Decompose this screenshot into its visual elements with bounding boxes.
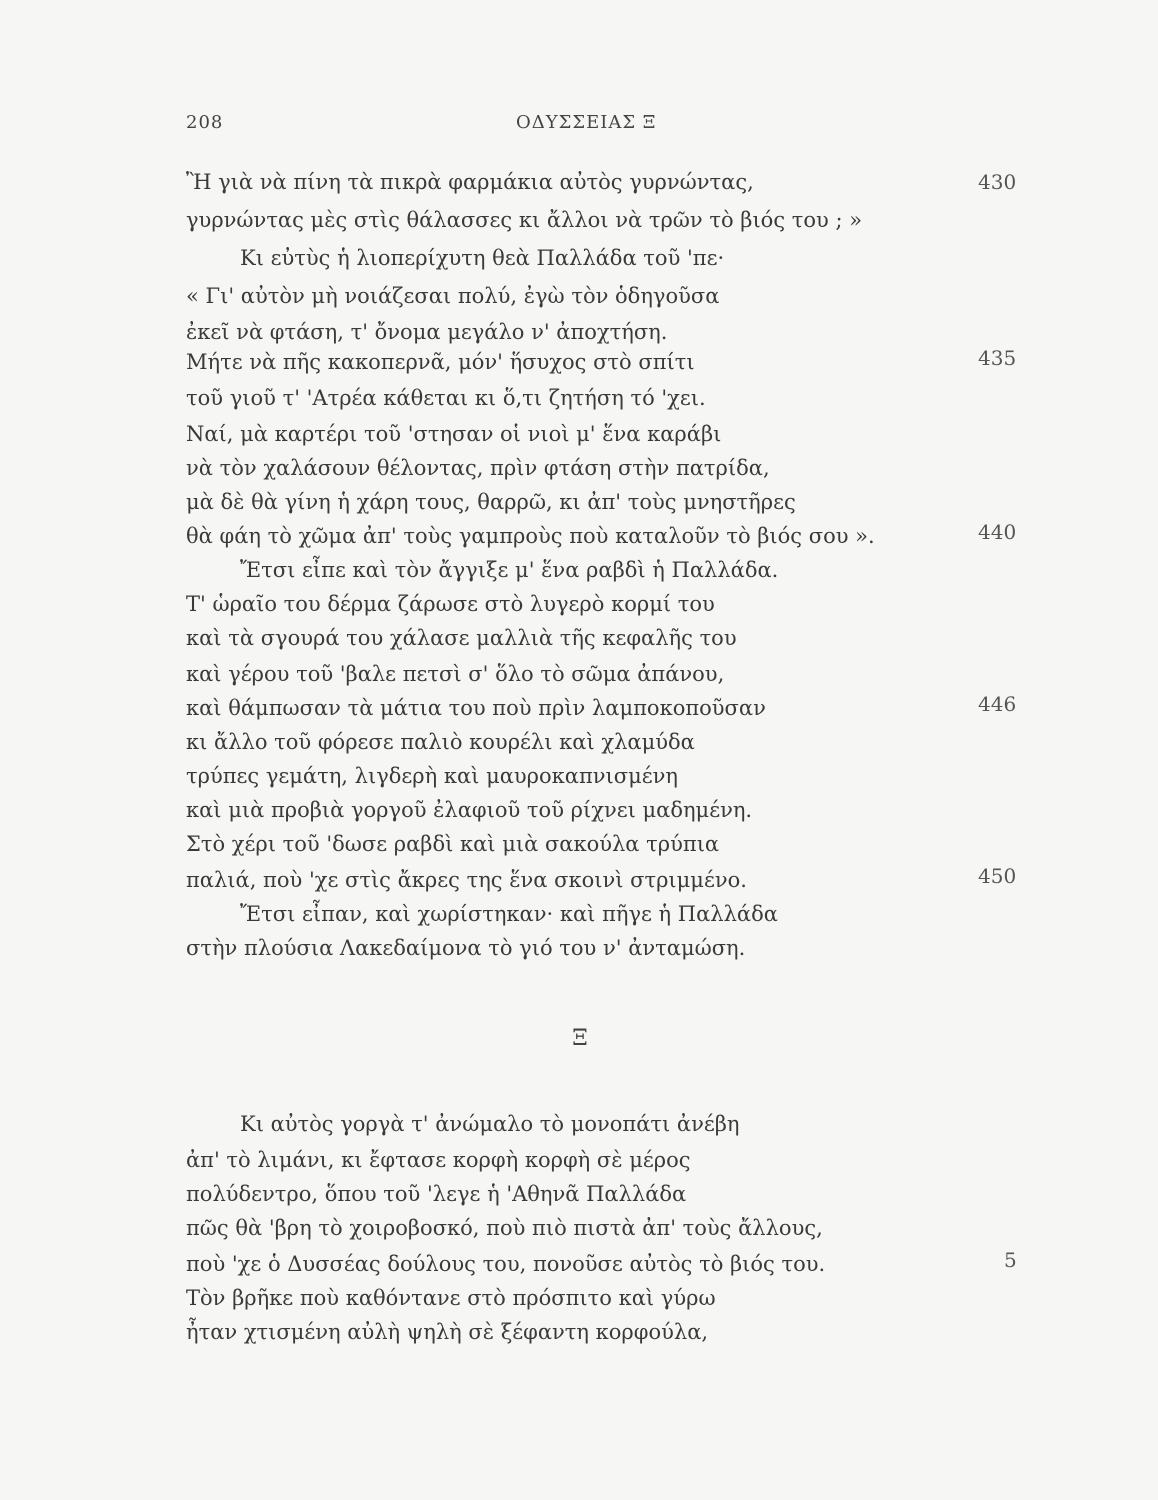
- verse-line: Μήτε νὰ πῆς κακοπερνᾶ, μόν' ἥσυχος στὸ σπίτι: [186, 350, 695, 374]
- line-number: 5: [1004, 1248, 1017, 1272]
- verse-line: Ἔτσι εἶπε καὶ τὸν ἄγγιξε μ' ἕνα ραβδὶ ἡ Παλλάδα.: [240, 558, 779, 582]
- verse-line: θὰ φάη τὸ χῶμα ἀπ' τοὺς γαμπροὺς ποὺ καταλοῦν τὸ βιός σου ».: [186, 524, 875, 548]
- verse-line: Κι αὐτὸς γοργὰ τ' ἀνώμαλο τὸ μονοπάτι ἀνέβη: [240, 1112, 740, 1136]
- verse-line: παλιά, ποὺ 'χε στὶς ἄκρες της ἕνα σκοινὶ στριμμένο.: [186, 868, 747, 892]
- verse-line: τοῦ γιοῦ τ' 'Ατρέα κάθεται κι ὅ,τι ζητήση τό 'χει.: [186, 386, 706, 410]
- verse-line: Ναί, μὰ καρτέρι τοῦ 'στησαν οἱ νιοὶ μ' ἕνα καράβι: [186, 422, 722, 446]
- section-heading: Ξ: [572, 1026, 588, 1051]
- page-number: 208: [186, 112, 224, 133]
- verse-line: μὰ δὲ θὰ γίνη ἡ χάρη τους, θαρρῶ, κι ἀπ' τοὺς μνηστῆρες: [186, 490, 796, 514]
- line-number: 440: [978, 520, 1017, 544]
- verse-line: καὶ γέρου τοῦ 'βαλε πετσὶ σ' ὅλο τὸ σῶμα ἀπάνου,: [186, 662, 725, 686]
- verse-line: Τ' ὡραῖο του δέρμα ζάρωσε στὸ λυγερὸ κορμί του: [186, 592, 715, 616]
- verse-line: Κι εὐτὺς ἡ λιοπερίχυτη θεὰ Παλλάδα τοῦ 'πε·: [240, 246, 725, 270]
- verse-line: πολύδεντρο, ὅπου τοῦ 'λεγε ἡ 'Αθηνᾶ Παλλάδα: [186, 1182, 687, 1206]
- verse-line: κι ἄλλο τοῦ φόρεσε παλιὸ κουρέλι καὶ χλαμύδα: [186, 730, 695, 754]
- verse-line: καὶ θάμπωσαν τὰ μάτια του ποὺ πρὶν λαμποκοποῦσαν: [186, 696, 766, 720]
- verse-line: ἀπ' τὸ λιμάνι, κι ἔφτασε κορφὴ κορφὴ σὲ μέρος: [186, 1148, 691, 1172]
- verse-line: πῶς θὰ 'βρη τὸ χοιροβοσκό, ποὺ πιὸ πιστὰ ἀπ' τοὺς ἄλλους,: [186, 1216, 823, 1240]
- line-number: 430: [978, 170, 1017, 194]
- page-header: [186, 112, 746, 142]
- verse-line: Ἔτσι εἶπαν, καὶ χωρίστηκαν· καὶ πῆγε ἡ Παλλάδα: [240, 902, 778, 926]
- verse-line: νὰ τὸν χαλάσουν θέλοντας, πρὶν φτάση στὴν πατρίδα,: [186, 456, 770, 480]
- verse-line: Τὸν βρῆκε ποὺ καθόντανε στὸ πρόσπιτο καὶ γύρω: [186, 1286, 716, 1310]
- line-number: 446: [978, 692, 1017, 716]
- verse-line: ἦταν χτισμένη αὐλὴ ψηλὴ σὲ ξέφαντη κορφούλα,: [186, 1320, 709, 1344]
- verse-line: Ἢ γιὰ νὰ πίνη τὰ πικρὰ φαρμάκια αὐτὸς γυρνώντας,: [186, 170, 754, 194]
- verse-line: γυρνώντας μὲς στὶς θάλασσες κι ἄλλοι νὰ τρῶν τὸ βιός του ; »: [186, 208, 863, 232]
- line-number: 435: [978, 346, 1017, 370]
- verse-line: καὶ τὰ σγουρά του χάλασε μαλλιὰ τῆς κεφαλῆς του: [186, 626, 737, 650]
- verse-line: ποὺ 'χε ὁ Δυσσέας δούλους του, πονοῦσε αὐτὸς τὸ βιός του.: [186, 1252, 826, 1276]
- verse-line: « Γι' αὐτὸν μὴ νοιάζεσαι πολύ, ἐγὼ τὸν ὁδηγοῦσα: [186, 284, 720, 308]
- verse-line: καὶ μιὰ προβιὰ γοργοῦ ἐλαφιοῦ τοῦ ρίχνει μαδημένη.: [186, 798, 753, 822]
- verse-line: τρύπες γεμάτη, λιγδερὴ καὶ μαυροκαπνισμένη: [186, 764, 678, 788]
- verse-line: στὴν πλούσια Λακεδαίμονα τὸ γιό του ν' ἀνταμώση.: [186, 936, 746, 960]
- verse-line: Στὸ χέρι τοῦ 'δωσε ραβδὶ καὶ μιὰ σακούλα τρύπια: [186, 832, 720, 856]
- verse-line: ἐκεῖ νὰ φτάση, τ' ὄνομα μεγάλο ν' ἀποχτήση.: [186, 320, 668, 344]
- line-number: 450: [978, 864, 1017, 888]
- running-title: ΟΔΥΣΣΕΙΑΣ Ξ: [516, 112, 657, 133]
